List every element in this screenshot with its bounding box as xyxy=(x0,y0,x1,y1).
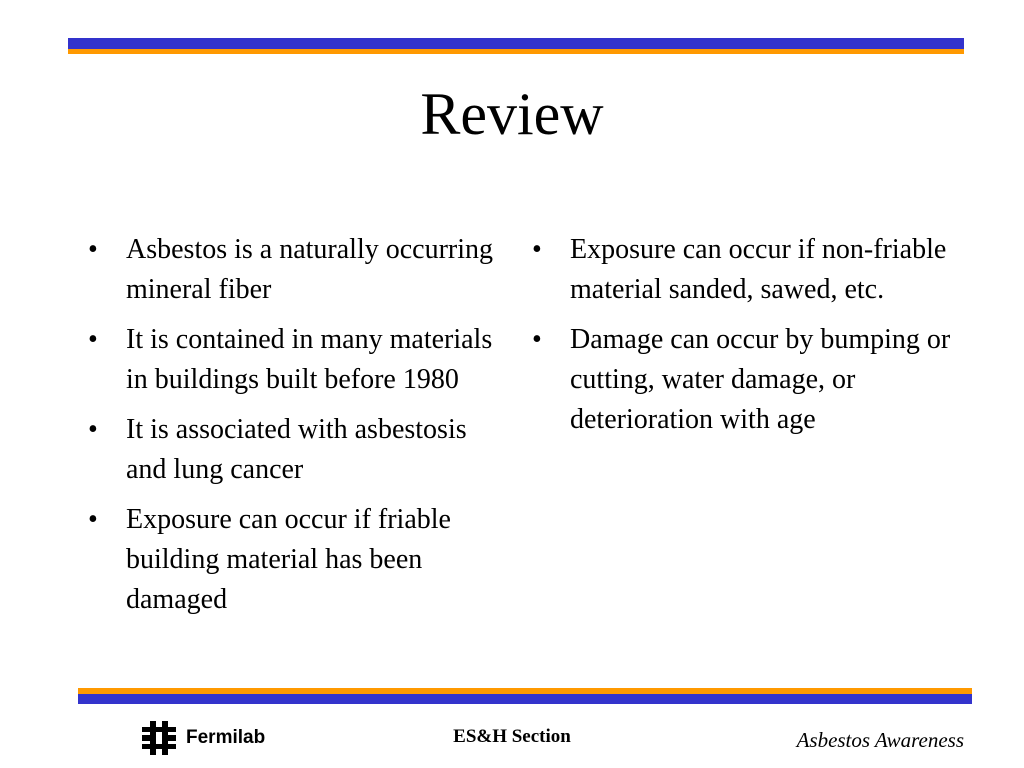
bullet-item xyxy=(532,320,952,440)
bullet-text: It is associated with asbestosis and lung cancer xyxy=(126,414,467,485)
right-bullet-list xyxy=(532,230,952,450)
bullet-text: Exposure can occur if friable building material has been damaged xyxy=(126,504,451,615)
bottom-divider-blue xyxy=(78,694,972,704)
bullet-text: Asbestos is a naturally occurring mineral fiber xyxy=(126,234,494,305)
bullet-dot: • xyxy=(532,324,542,355)
bullet-item xyxy=(88,320,508,400)
bullet-dot: • xyxy=(88,414,98,445)
footer-section-label: ES&H Section xyxy=(453,726,571,747)
bullet-item xyxy=(532,230,952,310)
bullet-text: It is contained in many materials in buildings built before 1980 xyxy=(126,324,493,395)
top-divider-orange xyxy=(68,49,964,54)
slide-title: Review xyxy=(420,81,604,147)
bullet-dot: • xyxy=(88,234,98,265)
bullet-item xyxy=(88,500,508,620)
bullet-dot: • xyxy=(88,504,98,535)
top-divider-blue xyxy=(68,38,964,49)
bullet-item xyxy=(88,230,508,310)
left-bullet-list xyxy=(88,230,508,630)
bullet-dot: • xyxy=(88,324,98,355)
footer-course-title: Asbestos Awareness xyxy=(796,728,964,752)
bullet-dot: • xyxy=(532,234,542,265)
bullet-item xyxy=(88,410,508,490)
logo-text: Fermilab xyxy=(186,727,266,748)
bullet-text: Exposure can occur if non-friable material sanded, sawed, etc. xyxy=(570,234,947,305)
bullet-text: Damage can occur by bumping or cutting, water damage, or deterioration with age xyxy=(570,324,951,435)
